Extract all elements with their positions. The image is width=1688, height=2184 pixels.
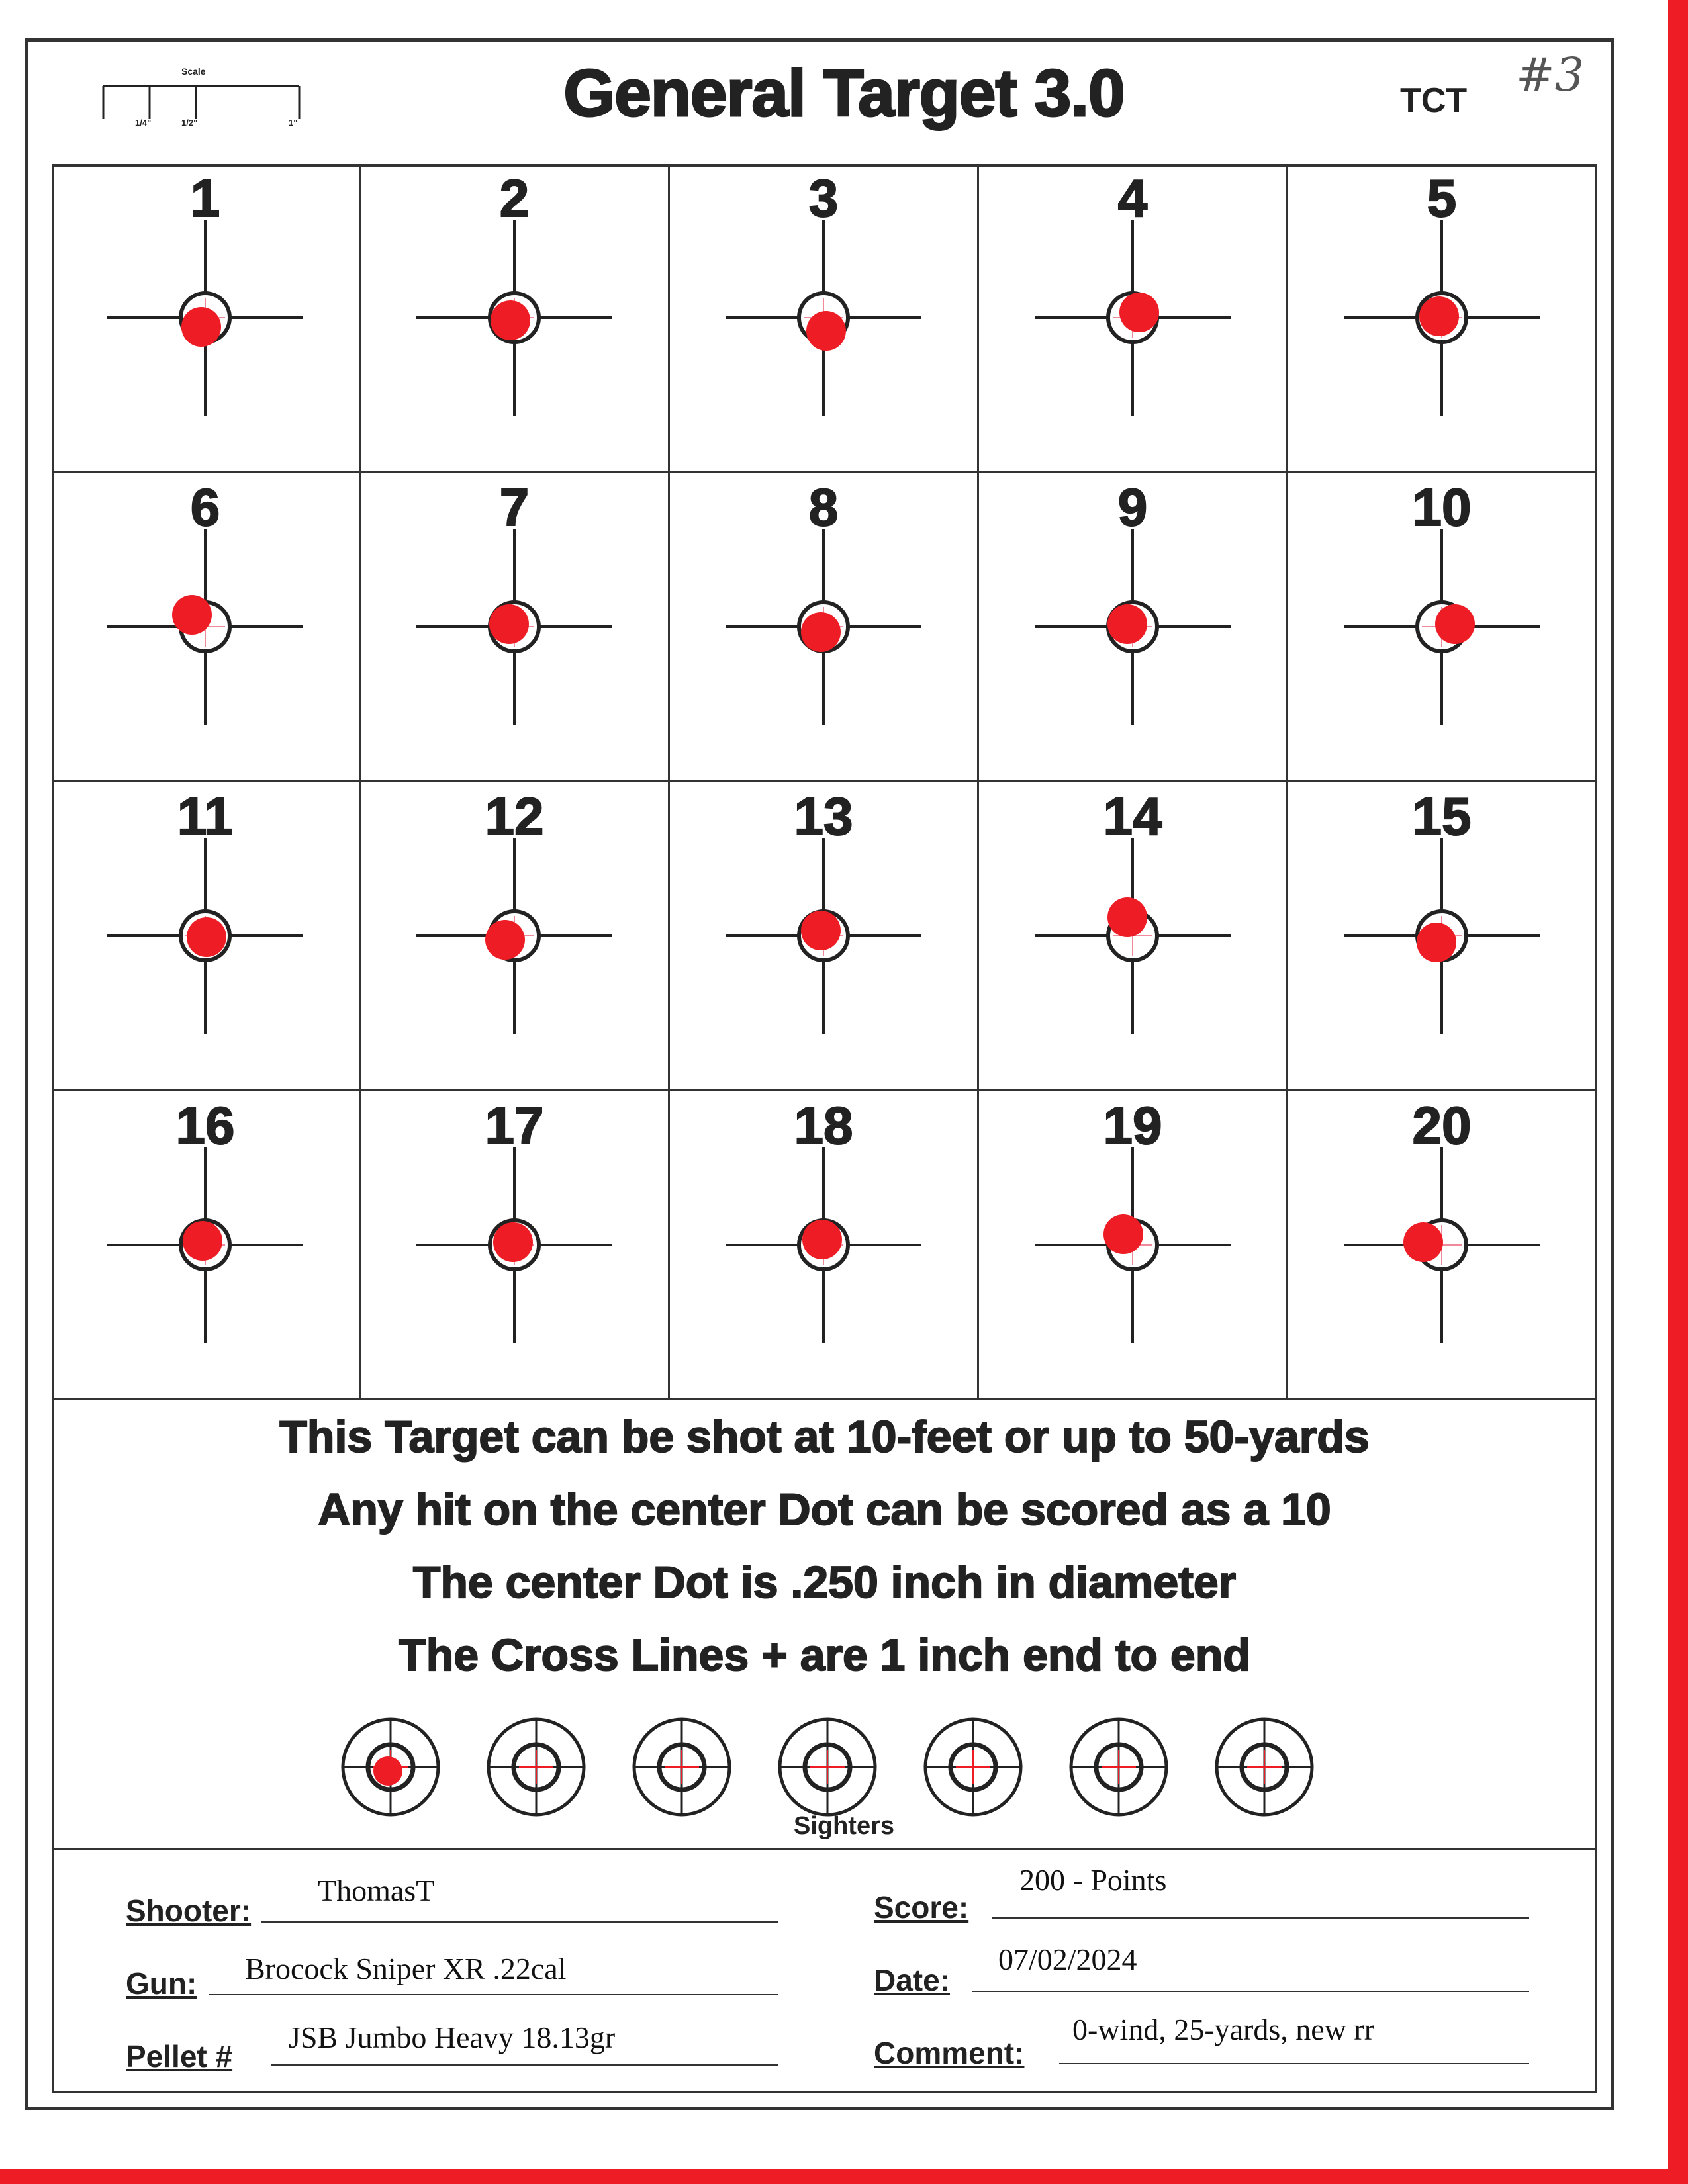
target-number: 8 (808, 478, 839, 537)
scale-title: Scale (181, 66, 206, 77)
score-label: Score: (874, 1890, 969, 1925)
pellet-hole (1107, 897, 1147, 937)
sighter-target (634, 1719, 729, 1815)
pellet-value: JSB Jumbo Heavy 18.13gr (289, 2021, 616, 2054)
sighter-target (780, 1719, 875, 1815)
target-number: 17 (485, 1096, 544, 1155)
page-title: General Target 3.0 (563, 56, 1125, 130)
pellet-hole (801, 911, 841, 950)
target-6 (52, 473, 361, 782)
pellet-hole (187, 917, 226, 957)
shooter-line (261, 1921, 778, 1923)
sighter-targets (324, 1707, 1331, 1827)
pellet-hole (802, 1220, 842, 1259)
red-edge-right (1668, 0, 1688, 2184)
target-number: 12 (485, 787, 544, 846)
target-19 (979, 1091, 1288, 1400)
pellet-hole (183, 1221, 222, 1261)
info-line-2: Any hit on the center Dot can be scored as a 10 (318, 1484, 1331, 1535)
pellet-hole (491, 300, 530, 340)
target-1 (52, 164, 361, 473)
pellet-hole (1107, 604, 1147, 644)
target-number: 16 (175, 1096, 235, 1155)
target-13 (670, 782, 979, 1091)
info-line-3: The center Dot is .250 inch in diameter (412, 1557, 1237, 1608)
target-12 (361, 782, 670, 1091)
comment-value: 0-wind, 25-yards, new rr (1072, 2013, 1375, 2046)
target-number: 10 (1412, 478, 1472, 537)
sighter-target (343, 1719, 438, 1815)
shooter-label: Shooter: (126, 1893, 252, 1928)
target-7 (361, 473, 670, 782)
target-number: 4 (1117, 169, 1148, 228)
handwritten-mark: #3 (1516, 48, 1585, 102)
target-3 (670, 164, 979, 473)
gun-label: Gun: (126, 1966, 197, 2001)
target-number: 18 (794, 1096, 853, 1155)
date-line (972, 1991, 1529, 1992)
pellet-hole (1103, 1214, 1143, 1254)
target-number: 6 (190, 478, 220, 537)
pellet-hole (485, 920, 525, 960)
target-number: 2 (499, 169, 530, 228)
scale-label-inch: 1" (289, 118, 298, 128)
pellet-hole (801, 612, 841, 652)
target-14 (979, 782, 1288, 1091)
gun-line (209, 1994, 778, 1995)
target-number: 15 (1412, 787, 1472, 846)
sighter-target (1217, 1719, 1312, 1815)
gun-value: Brocock Sniper XR .22cal (245, 1952, 567, 1985)
sighters-label: Sighters (793, 1812, 895, 1840)
score-line (992, 1917, 1529, 1919)
pellet-line (271, 2064, 778, 2066)
info-line-1: This Target can be shot at 10-feet or up to 50-yards (279, 1412, 1370, 1462)
target-number: 19 (1103, 1096, 1162, 1155)
date-value: 07/02/2024 (998, 1942, 1137, 1976)
score-value: 200 - Points (1019, 1863, 1167, 1897)
shooter-value: ThomasT (318, 1874, 435, 1907)
target-10 (1288, 473, 1597, 782)
target-number: 9 (1117, 478, 1148, 537)
scale-label-half: 1/2" (181, 118, 198, 128)
sighter-pellet-hole (373, 1756, 402, 1786)
target-number: 20 (1412, 1096, 1472, 1155)
pellet-hole (493, 1222, 533, 1262)
pellet-hole (1417, 923, 1456, 962)
target-number: 14 (1103, 787, 1162, 846)
date-label: Date: (874, 1963, 951, 1997)
info-line-4: The Cross Lines + are 1 inch end to end (399, 1630, 1250, 1680)
pellet-label: Pellet # (126, 2039, 233, 2073)
pellet-hole (181, 307, 221, 347)
target-20 (1288, 1091, 1597, 1400)
pellet-hole (1119, 293, 1159, 332)
target-number: 3 (808, 169, 839, 228)
target-grid (52, 164, 1597, 1402)
target-number: 11 (177, 787, 234, 846)
scale-label-quarter: 1/4" (135, 118, 152, 128)
sighter-target (489, 1719, 584, 1815)
target-4 (979, 164, 1288, 473)
comment-label: Comment: (874, 2036, 1025, 2070)
target-number: 13 (794, 787, 853, 846)
pellet-hole (1419, 296, 1459, 336)
red-edge-bottom (0, 2169, 1688, 2184)
target-17 (361, 1091, 670, 1400)
target-9 (979, 473, 1288, 782)
pellet-hole (489, 604, 529, 644)
target-number: 1 (190, 169, 220, 228)
target-5 (1288, 164, 1597, 473)
pellet-hole (172, 595, 212, 635)
target-2 (361, 164, 670, 473)
target-number: 7 (499, 478, 530, 537)
pellet-hole (1403, 1222, 1443, 1262)
sighter-target (925, 1719, 1021, 1815)
target-number: 5 (1427, 169, 1457, 228)
target-16 (52, 1091, 361, 1400)
pellet-hole (1435, 604, 1475, 644)
target-8 (670, 473, 979, 782)
sighter-target (1071, 1719, 1166, 1815)
target-18 (670, 1091, 979, 1400)
brand-label: TCT (1400, 81, 1468, 120)
target-15 (1288, 782, 1597, 1091)
pellet-hole (806, 311, 846, 351)
target-11 (52, 782, 361, 1091)
comment-line (1059, 2063, 1529, 2064)
form-divider (52, 1848, 1597, 1850)
